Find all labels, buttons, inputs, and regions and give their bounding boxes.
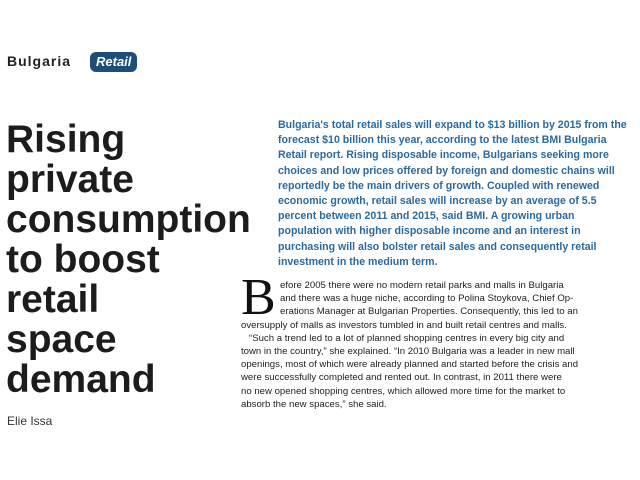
intro-paragraph: Bulgaria's total retail sales will expand to $13 billion by 2015 from the forecast $10 billion this year, according to the latest BMI Bulgaria Retail report. Rising disposable income, Bulgarians seeking more choices and low prices offered by foreign and domestic chains will reportedly be the main drivers of growth. Coupled with renewed economic growth, retail sales will increase by an average of 5.5 percent between 2011 and 2015, said BMI. A growing urban population with higher disposable income and an interest in purchasing will also bolster retail sales and consequently retail investment in the medium term. <box>278 119 627 268</box>
author-byline: Elie Issa <box>7 414 53 428</box>
body-line: erations Manager at Bulgarian Properties. Consequently, this led to an <box>280 306 578 318</box>
body-line: oversupply of malls as investors tumbled in and built retail centres and malls. <box>241 319 567 331</box>
section-label: Bulgaria <box>7 53 72 69</box>
headline <box>6 118 251 401</box>
body-text <box>241 279 631 411</box>
headline-line: to boost <box>6 238 160 281</box>
body-line: were successfully completed and rented out. In contrast, in 2011 there were <box>241 372 562 384</box>
body-line: “Such a trend led to a lot of planned shopping centres in every big city and <box>249 332 565 344</box>
body-line: and there was a huge niche, according to Polina Stoykova, Chief Op- <box>280 293 574 305</box>
body-line: absorb the new spaces,” she said. <box>241 398 387 410</box>
body-line: town in the country,” she explained. “In 2010 Bulgaria was a leader in new mall <box>241 346 575 358</box>
headline-line: retail <box>6 278 100 321</box>
body-line: efore 2005 there were no modern retail parks and malls in Bulgaria <box>280 280 564 291</box>
body-line: openings, most of which were already planned and started before the crisis and <box>241 359 579 371</box>
body-line: no new opened shopping centres, which allowed more time for the market to <box>241 385 566 397</box>
headline-line: space <box>6 318 117 361</box>
headline-line: private <box>6 158 134 201</box>
headline-line: consumption <box>6 198 251 241</box>
drop-cap: B <box>241 269 276 326</box>
section-tag: Retail <box>90 52 137 72</box>
headline-line: Rising <box>6 118 126 161</box>
headline-line: demand <box>6 358 156 401</box>
